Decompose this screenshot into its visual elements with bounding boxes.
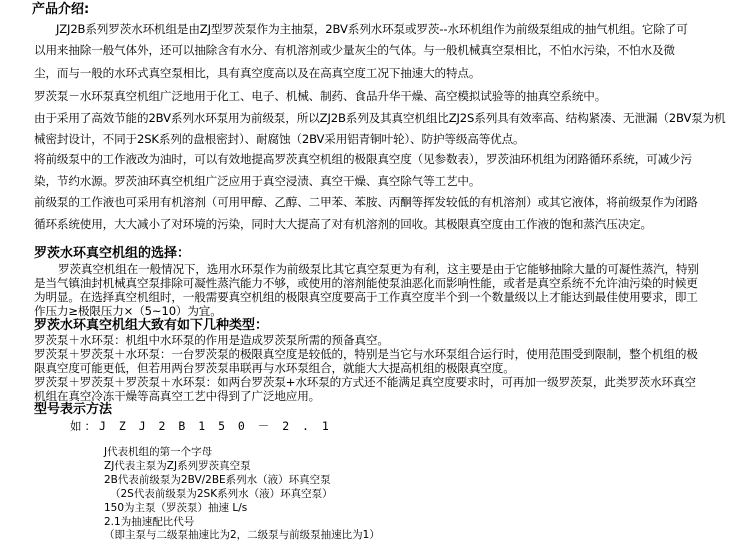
intro-line: 前级泵的工作液也可采用有机溶剂（可用甲醇、乙醇、二甲苯、苯胺、丙酮等挥发较低的有机溶剂）或其它液体，将前级泵作为闭路 — [34, 195, 698, 209]
model-note: ZJ代表主泵为ZJ系列罗茨真空泵 — [104, 460, 251, 472]
intro-line: 罗茨泵－水环泵真空机组广泛地用于化工、电子、机械、制药、食品升华干燥、高空模拟试验等的抽真空系统中。 — [34, 89, 607, 103]
intro-line: 将前级泵中的工作液改为油时，可以有效地提高罗茨真空机组的极限真空度（见参数表），罗茨油环机组为闭路循环系统，可减少污 — [34, 152, 692, 166]
selection-line: 为明显。在选择真空机组时，一般需要真空机组的极限真空度要高于工作真空度半个到一个数量级以上才能达到最佳使用要求，即工 — [34, 290, 698, 304]
model-note: （即主泵与二级泵抽速比为2，二级泵与前级泵抽速比为1） — [104, 529, 380, 541]
selection-line: 是当气镇油封机械真空泵排除可凝性蒸汽能力不够，或使用的溶剂能使泵油恶化而影响性能，或者是真空系统不允许油污染的时候更 — [34, 276, 698, 290]
types-line: 机组在真空冷冻干燥等高真空工艺中得到了广泛地应用。 — [34, 389, 321, 403]
intro-line: 循环系统使用，大大减小了对环境的污染，同时大大提高了对有机溶剂的回收。其极限真空度由工作液的饱和蒸汽压决定。 — [34, 217, 652, 231]
intro-line: JZJ2B系列罗茨水环机组是由ZJ型罗茨泵作为主抽泵，2BV系列水环泵或罗茨--水环机组作为前级泵组成的抽气机组。它除了可 — [56, 22, 688, 36]
model-note: 150为主泵（罗茨泵）抽速 L/s — [104, 502, 248, 514]
model-heading: 型号表示方法 — [34, 402, 113, 417]
intro-line: 染，节约水源。罗茨油环真空机组广泛应用于真空浸渍、真空干燥、真空除气等工艺中。 — [34, 174, 481, 188]
types-heading: 罗茨水环真空机组大致有如下几种类型： — [34, 318, 269, 333]
intro-line: 尘，而与一般的水环式真空泵相比，具有真空度高以及在高真空度工况下抽速大的特点。 — [34, 66, 481, 80]
model-note: J代表机组的第一个字母 — [104, 446, 213, 458]
selection-line: 作压力≥极限压力×（5~10）为宜。 — [34, 304, 222, 318]
types-line: 罗茨泵＋罗茨泵＋水环泵：一台罗茨泵的极限真空度是较低的，特别是当它与水环泵组合运行时，使用范围受到限制，整个机组的极 — [34, 347, 698, 361]
model-example: 如：J Z J 2 B 1 5 0 － 2 . 1 — [70, 419, 332, 433]
selection-heading: 罗茨水环真空机组的选择： — [34, 246, 191, 261]
intro-heading: 产品介绍: — [32, 2, 90, 17]
intro-line: 由于采用了高效节能的2BV系列水环泵用为前级泵，所以ZJ2B系列及其真空机组比ZJ2S系列具有效率高、结构紧凑、无泄漏（2BV泵为机 — [34, 111, 726, 125]
types-line: 罗茨泵＋水环泵：机组中水环泵的作用是造成罗茨泵所需的预备真空。 — [34, 333, 389, 347]
intro-line: 以用来抽除一般气体外，还可以抽除含有水分、有机溶剂或少量灰尘的气体。与一般机械真空泵相比，不怕水污染，不怕水及微 — [34, 43, 675, 57]
model-note: （2S代表前级泵为2SK系列水（液）环真空泵） — [110, 488, 333, 500]
types-line: 罗茨泵＋罗茨泵＋罗茨泵＋水环泵：如两台罗茨泵+水环泵的方式还不能满足真空度要求时，可再加一级罗茨泵，此类罗茨水环真空 — [34, 375, 696, 389]
selection-line: 罗茨真空机组在一般情况下，选用水环泵作为前级泵比其它真空泵更为有利，这主要是由于它能够抽除大量的可凝性蒸汽，特别 — [58, 262, 699, 276]
intro-line: 械密封设计，不同于2SK系列的盘根密封）、耐腐蚀（2BV采用铝青铜叶轮）、防护等级高等优点。 — [34, 132, 525, 146]
types-line: 限真空度可能更低，但若用两台罗茨泵串联再与水环泵组合，就能大大提高机组的极限真空度。 — [34, 361, 515, 375]
model-note: 2B代表前级泵为2BV/2BE系列水（液）环真空泵 — [104, 474, 331, 486]
model-note: 2.1为抽速配比代号 — [104, 516, 195, 528]
